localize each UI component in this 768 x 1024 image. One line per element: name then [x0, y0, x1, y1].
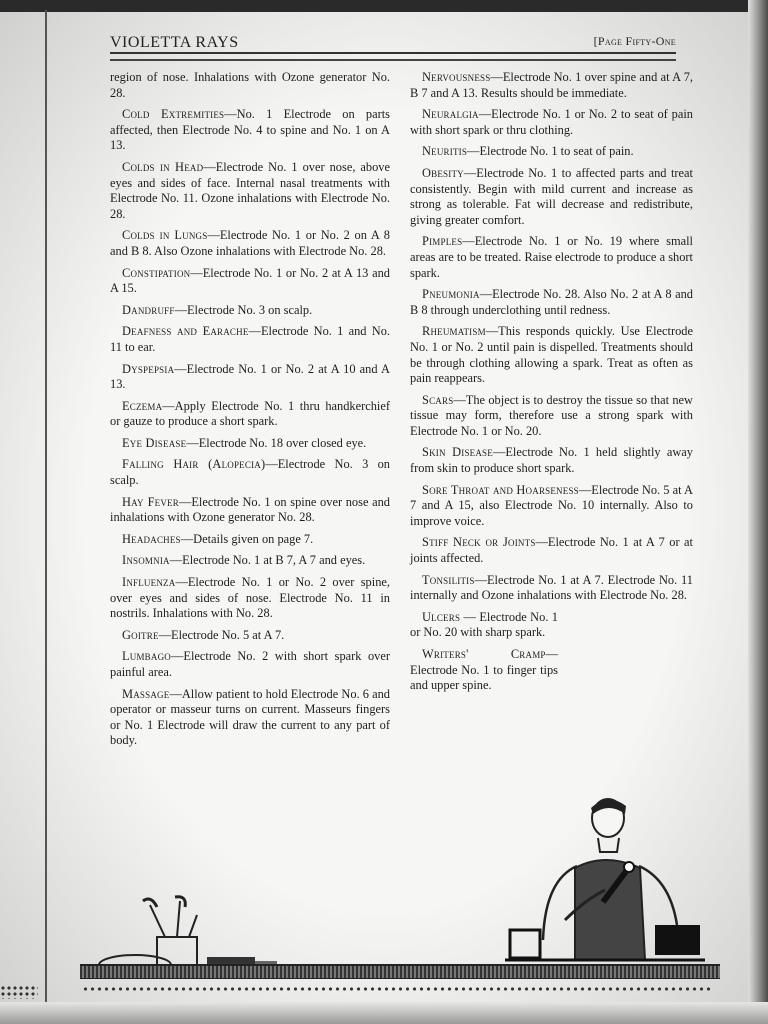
- dotted-border: [82, 985, 712, 993]
- entry-text: —Electrode No. 5 at A 7.: [158, 627, 285, 642]
- entry-term: Falling Hair (Alopecia): [122, 457, 266, 472]
- entry-text: —Electrode No. 18 over closed eye.: [186, 435, 367, 450]
- counter-base: [80, 964, 720, 979]
- entry-term: Scars: [422, 392, 454, 407]
- entry: [110, 628, 390, 644]
- entry: [410, 166, 693, 228]
- entry-term: Cold Extremities: [122, 107, 225, 122]
- entry-term: Tonsilitis: [422, 572, 475, 587]
- entry-text: —Electrode No. 1 or No. 2 on A 8 and B 8. Also Ozone inhalations with Electrode No. 28.: [110, 228, 390, 258]
- entry-term: Headaches: [122, 531, 181, 546]
- entry-text: —Electrode No. 1 at A 7 or at joints affected.: [410, 535, 693, 566]
- entry: [110, 495, 390, 526]
- left-column: [110, 70, 390, 755]
- entry-term: Hay Fever: [122, 494, 179, 509]
- entry-text: —Electrode No. 3 on scalp.: [174, 302, 313, 317]
- entry-term: Sore Throat and Hoarseness: [422, 482, 579, 497]
- entry-term: Constipation: [122, 265, 191, 280]
- entry-term: Obesity: [422, 165, 464, 180]
- entry-term: Pneumonia: [422, 287, 480, 302]
- entry-term: Skin Disease: [422, 445, 493, 460]
- entry-text: —Electrode No. 1 over spine and at A 7, B 7 and A 13. Results should be immediate.: [410, 70, 693, 100]
- right-column: [410, 70, 693, 700]
- man-with-electrode-illustration-icon: [505, 790, 705, 975]
- entry-term: Dyspepsia: [122, 361, 175, 376]
- entry-term: Rheumatism: [422, 324, 486, 339]
- entry-text: —Allow patient to hold Electrode No. 6 and operator or masseur turns on current. Masseurs fingers or No. 1 Electrode will draw the current to any part of body.: [110, 686, 390, 748]
- left-binding-rule: [45, 10, 47, 1005]
- entry-term: Massage: [122, 686, 170, 701]
- entry-text: —Electrode No. 1 to finger tips and upper spine.: [410, 647, 558, 693]
- entry: [110, 553, 390, 569]
- entry-text: —Apply Electrode No. 1 thru handkerchief or gauze to produce a short spark.: [110, 398, 390, 429]
- entry-text: —Electrode No. 1 or No. 2 to seat of pain with short spark or thru clothing.: [410, 107, 693, 137]
- page-number: [Page Fifty-One: [593, 34, 676, 48]
- entry: [410, 445, 693, 476]
- entry-term: Eye Disease: [122, 435, 187, 450]
- entry-text: —Electrode No. 1 and No. 11 to ear.: [110, 324, 390, 354]
- entry: [410, 483, 693, 530]
- entry: [410, 107, 693, 138]
- entry-term: Lumbago: [122, 649, 171, 664]
- entry-term: Insomnia: [122, 553, 170, 568]
- entry: [110, 228, 390, 259]
- entry-text: —No. 1 Electrode on parts affected, then Electrode No. 4 to spine and No. 1 on A 13.: [110, 107, 390, 153]
- entry-text: —Electrode No. 1 on spine over nose and inhalations with Ozone generator No. 28.: [110, 494, 390, 525]
- entry: [410, 234, 693, 281]
- entry: [110, 303, 390, 319]
- entry-text: —Details given on page 7.: [180, 531, 314, 546]
- entry: [110, 160, 390, 222]
- entry-text: —Electrode No. 1 to affected parts and treat consistently. Begin with mild current and increase as strong as tolerable. Fat will decrease and redistribute, giving greater comfort.: [410, 165, 693, 227]
- entry: [110, 649, 390, 680]
- entry-text: —Electrode No. 5 at A 7 and A 15, also Electrode No. 10 internally. Also to improve voice.: [410, 482, 693, 528]
- entry-text: —Electrode No. 1 or No. 2 over spine, over eyes and sides of nose. Electrode No. 11 in nostrils. Inhalations with No. 28.: [110, 575, 390, 621]
- entry: [410, 287, 693, 318]
- entry-text: —Electrode No. 1 or No. 19 where small areas are to be treated. Raise electrode to produce a short spark.: [410, 234, 693, 280]
- entry: [110, 107, 390, 154]
- entry: [110, 687, 390, 749]
- entry-text: —The object is to destroy the tissue so that new tissue may form, therefore use a strong spark with Electrode No. 1 or No. 20.: [410, 392, 693, 438]
- entry-term: Influenza: [122, 575, 176, 590]
- entry: [110, 399, 390, 430]
- entry-term: Colds in Lungs: [122, 228, 208, 243]
- entry-text: —Electrode No. 2 with short spark over painful area.: [110, 649, 390, 679]
- entry-term: Colds in Head: [122, 159, 204, 174]
- entry-term: Nervousness: [422, 70, 491, 84]
- entry-text: —Electrode No. 1 at A 7. Electrode No. 11 internally and Ozone inhalations with Electrode No. 28.: [410, 572, 693, 603]
- entry-text: —Electrode No. 1 or No. 2 at A 10 and A 13.: [110, 361, 390, 392]
- entry: [410, 144, 693, 160]
- entry-text: —Electrode No. 3 on scalp.: [110, 457, 391, 488]
- entry: [410, 393, 693, 440]
- entry-term: Neuritis: [422, 144, 468, 159]
- entry-term: Dandruff: [122, 302, 175, 317]
- entry-text: —Electrode No. 1 held slightly away from skin to produce short spark.: [410, 445, 693, 476]
- entry-text: —Electrode No. 1 at B 7, A 7 and eyes.: [169, 553, 366, 568]
- entry: [110, 575, 390, 622]
- entry: [110, 266, 390, 297]
- publication-title: VIOLETTA RAYS: [110, 34, 239, 51]
- entry: [410, 647, 558, 694]
- entry-text: —Electrode No. 1 to seat of pain.: [467, 144, 634, 159]
- entry: [110, 70, 390, 101]
- entry-term: Goitre: [122, 627, 159, 642]
- entry: [110, 532, 390, 548]
- bottom-edge: [0, 1002, 768, 1024]
- entry-text: —This responds quickly. Use Electrode No. 1 or No. 2 until pain is dispelled. Treatments should be through clothing allowing a spark. Treat as often as pain reappears.: [410, 324, 693, 386]
- entry: [110, 362, 390, 393]
- entry-term: Ulcers: [422, 609, 461, 624]
- entry: [110, 457, 390, 488]
- entry-term: Writers' Cramp: [422, 647, 546, 661]
- entry-term: Deafness and Earache: [122, 324, 249, 339]
- entry-text: —Electrode No. 28. Also No. 2 at A 8 and B 8 through underclothing until redness.: [410, 287, 693, 317]
- entry-term: Neuralgia: [422, 107, 479, 122]
- header-rule: [110, 52, 676, 61]
- entry-text: region of nose. Inhalations with Ozone generator No. 28.: [110, 70, 390, 100]
- entry: [110, 324, 390, 355]
- entry-text: —Electrode No. 1 or No. 2 at A 13 and A 15.: [110, 265, 390, 296]
- entry: [410, 535, 693, 566]
- entry-text: —Electrode No. 1 over nose, above eyes and sides of face. Internal nasal treatments with Electrode No. 11. Ozone inhalations with Electrode No. 28.: [110, 159, 390, 221]
- left-dotted-border: [0, 985, 38, 999]
- entry-term: Pimples: [422, 234, 463, 249]
- entry: [110, 436, 390, 452]
- entry: [410, 573, 693, 604]
- entry: [410, 70, 693, 101]
- entry-term: Stiff Neck or Joints: [422, 535, 536, 550]
- right-edge-shadow: [748, 0, 768, 1024]
- entry-term: Eczema: [122, 398, 163, 413]
- entry-text: — Electrode No. 1 or No. 20 with sharp spark.: [410, 609, 558, 640]
- entry: [410, 324, 693, 386]
- top-edge: [0, 0, 768, 12]
- entry: [410, 610, 558, 641]
